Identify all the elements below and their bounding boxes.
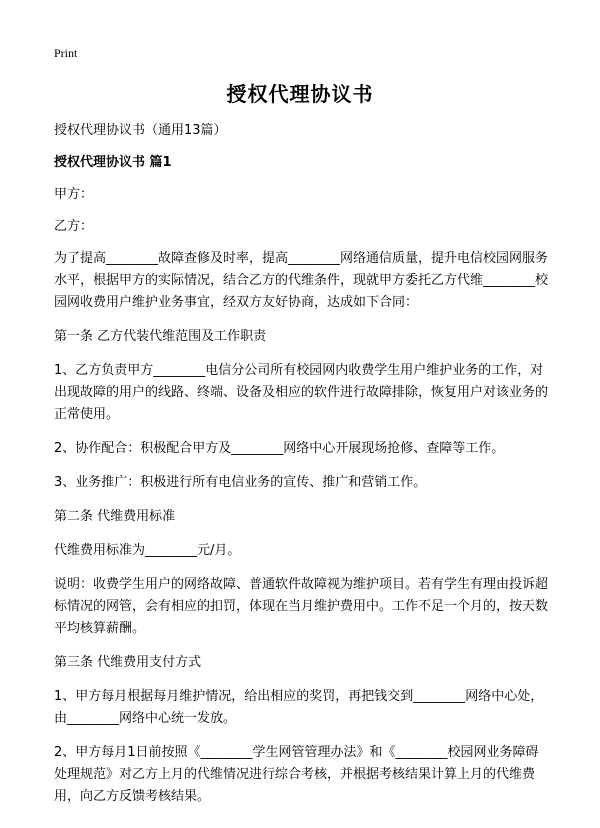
intro-paragraph: 为了提高________故障查修及时率，提高________网络通信质量，提升电信校园网服务水平，根据甲方的实际情况，结合乙方的代维条件，现就甲方委托乙方代维________校园网收费用户维护业务事宜，经双方友好协商，达成如下合同： — [54, 251, 549, 310]
article-3-item-2: 2、甲方每月1日前按照《________学生网管管理办法》和《________校园网业务障碍处理规范》对乙方上月的代维情况进行综合考核，并根据考核结果计算上月的代维费用，向乙方反馈考核结果。 — [54, 745, 539, 804]
article-3-item-1: 1、甲方每月根据每月维护情况，给出相应的奖罚，再把钱交到________网络中心处，由________网络中心统一发放。 — [54, 689, 544, 726]
page-title: 授权代理协议书 — [226, 82, 374, 106]
document-body — [54, 120, 550, 808]
article-2-note: 说明：收费学生用户的网络故障、普通软件故障视为维护项目。若有学生有理由投诉超标情况的网管，会有相应的扣罚，体现在当月维护费用中。工作不足一个月的，按天数平均核算薪酬。 — [54, 577, 549, 636]
article-1-title: 第一条 乙方代装代维范围及工作职责 — [54, 329, 267, 344]
article-2-fee: 代维费用标准为________元/月。 — [54, 543, 241, 558]
party-b-line: 乙方： — [54, 219, 94, 234]
party-a-line: 甲方： — [54, 187, 94, 202]
print-link[interactable]: Print — [54, 46, 78, 60]
article-1-item-2: 2、协作配合：积极配合甲方及________网络中心开展现场抢修、查障等工作。 — [54, 441, 505, 456]
article-3-title: 第三条 代维费用支付方式 — [54, 655, 202, 670]
article-1-item-1: 1、乙方负责甲方________电信分公司所有校园网内收费学生用户维护业务的工作，对出现故障的用户的线路、终端、设备及相应的软件进行故障排除，恢复用户对该业务的正常使用。 — [54, 363, 549, 422]
section-heading: 授权代理协议书 篇1 — [54, 155, 172, 170]
document-subtitle: 授权代理协议书（通用13篇） — [54, 123, 227, 138]
article-1-item-3: 3、业务推广：积极进行所有电信业务的宣传、推广和营销工作。 — [54, 475, 427, 490]
article-2-title: 第二条 代维费用标准 — [54, 509, 176, 524]
